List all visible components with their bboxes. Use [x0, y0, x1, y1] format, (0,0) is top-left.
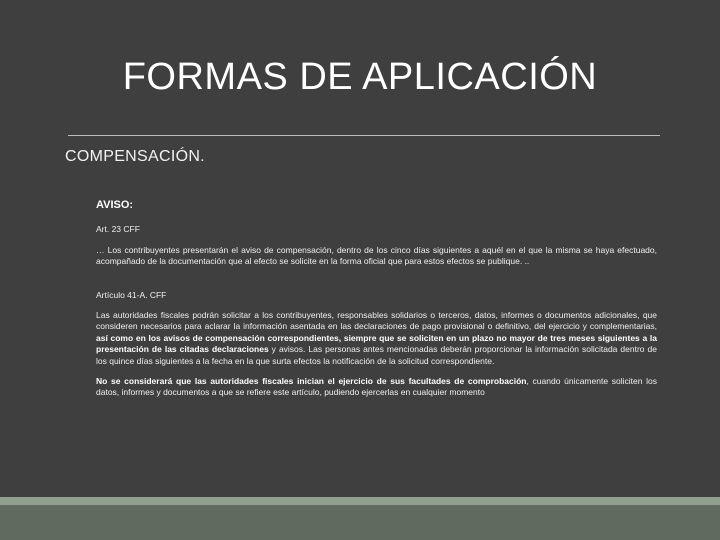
paragraph-article-41a: [96, 310, 657, 367]
paragraph-aviso: … Los contribuyentes presentarán el aviso de compensación, dentro de los cinco días siguientes a aquél en el que la misma se haya efectuado, acompañado de la documentación que al efecto se solicite en la forma oficial que para estos efectos se publique. ..: [96, 244, 657, 267]
paragraph-emphasis: así como en los avisos de compensación correspondientes, siempre que se soliciten en un plazo no mayor de tres meses siguientes a la presentación de las citadas declaraciones: [96, 332, 657, 355]
paragraph-facultades: [96, 376, 657, 399]
aviso-heading: AVISO:: [96, 199, 134, 211]
article-reference-41a: Artículo 41-A. CFF: [96, 289, 167, 300]
spacer: [96, 268, 657, 290]
paragraph-text: , cuando únicamente soliciten los datos, informes y documentos a que se refiere este artículo, pudiendo ejercerlas en cualquier momento: [96, 376, 657, 398]
paragraph-text: y avisos. Las personas antes mencionadas deberán proporcionar la información solicitada dentro de los quince días siguientes a la fecha en la que surta efectos la notificación de la solicitud correspondiente.: [96, 344, 657, 366]
footer-accent-strip: [0, 497, 720, 505]
slide-content: [96, 200, 657, 399]
slide-title: FORMAS DE APLICACIÓN: [122, 56, 598, 98]
section-subtitle: COMPENSACIÓN.: [65, 148, 205, 165]
title-divider: [68, 135, 660, 136]
paragraph-text: Las autoridades fiscales podrán solicitar a los contribuyentes, responsables solidarios o terceros, datos, informes o documentos adicionales, que consideren necesarios para aclarar la información asentada en las declaraciones de pago provisional o definitivo, del ejercicio y complementarias,: [96, 310, 657, 332]
paragraph-emphasis: No se considerará que las autoridades fiscales inician el ejercicio de sus facultades de comprobación: [96, 376, 527, 387]
article-reference-23: Art. 23 CFF: [96, 224, 140, 235]
footer-bar: [0, 505, 720, 540]
